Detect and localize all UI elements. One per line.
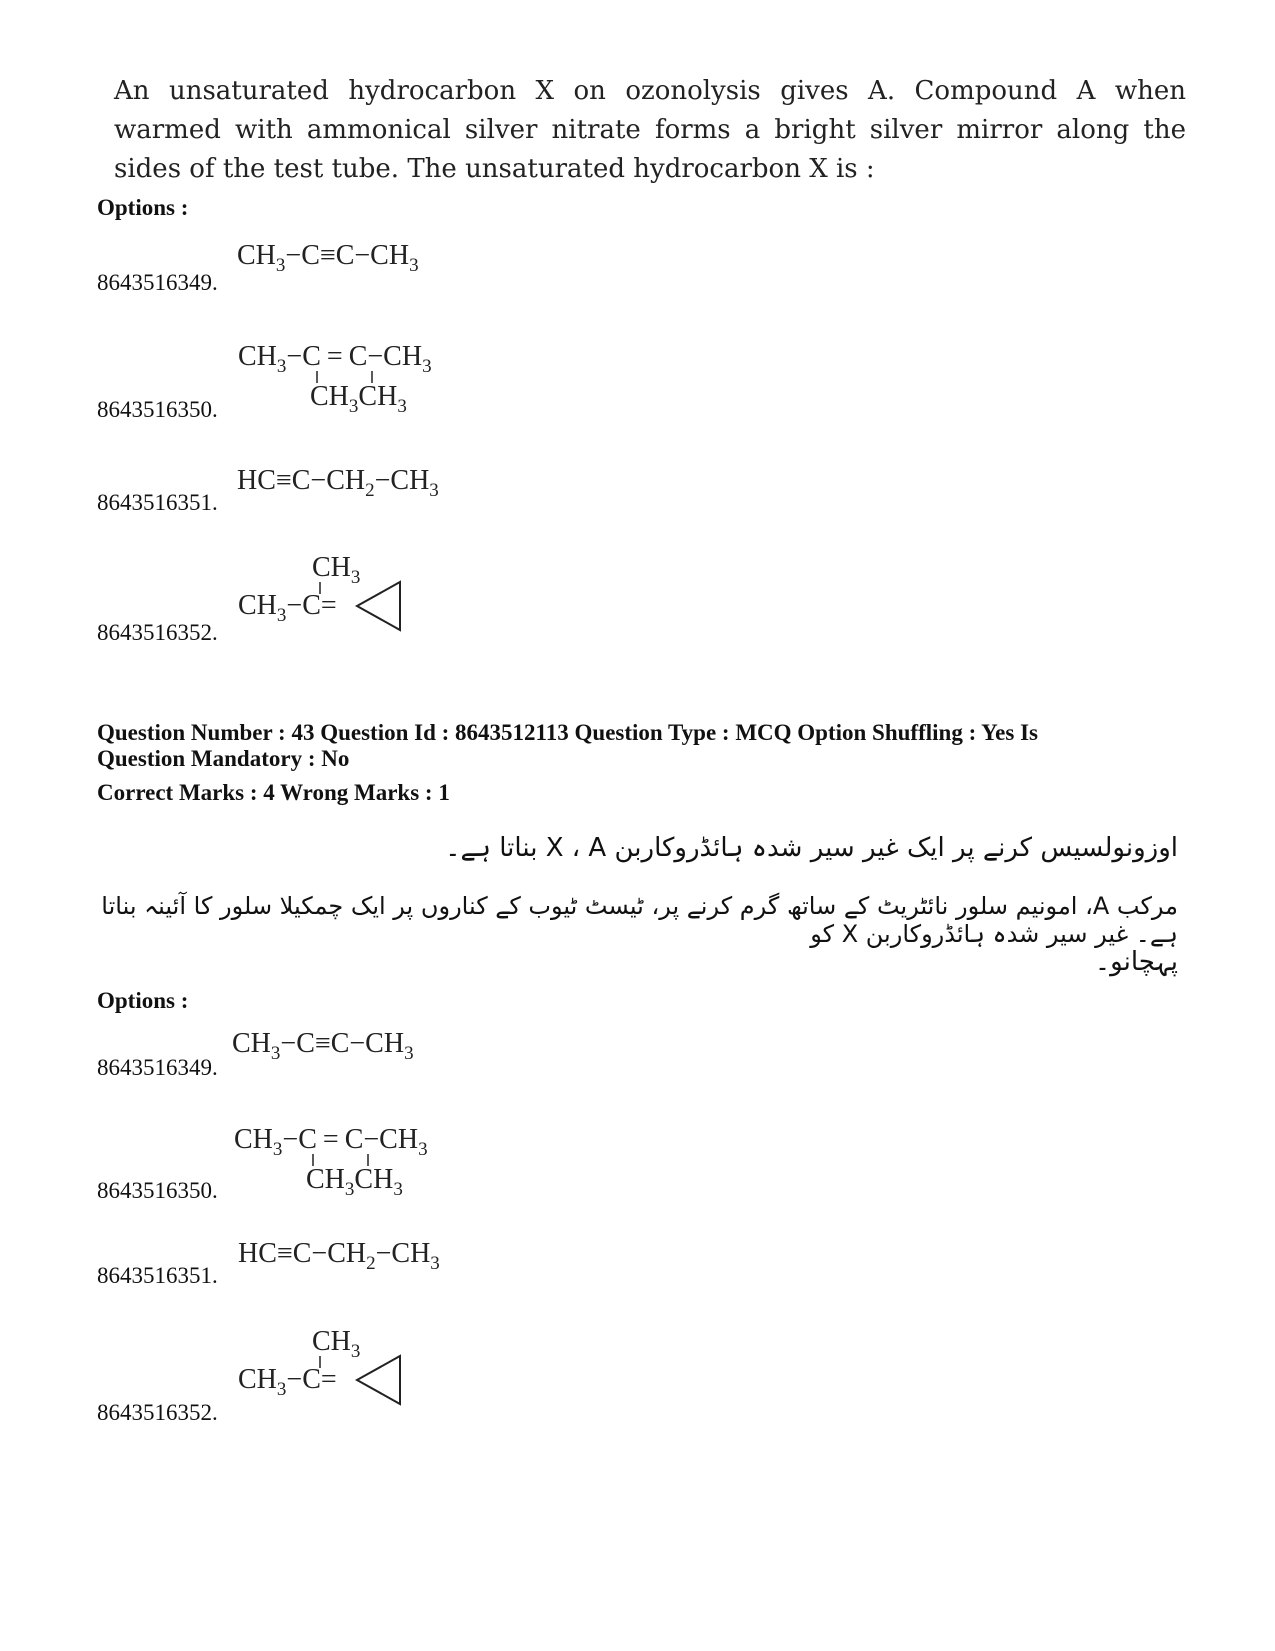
question-meta-marks: Correct Marks : 4 Wrong Marks : 1: [97, 780, 450, 805]
svg-text:CH3CH3: $CH_3CH_3$: [310, 381, 407, 415]
question-text-urdu-line3: پہچانو۔: [1094, 947, 1178, 977]
option-id: 8643516351.: [97, 1263, 218, 1288]
svg-text:CH3CH3: $CH_3CH_3$: [306, 1164, 403, 1198]
option-id: 8643516352.: [97, 620, 218, 645]
svg-text:CH3−C=: $CH_3-C=$: [238, 1364, 337, 1400]
question-text-english: An unsaturated hydrocarbon X on ozonolysis gives A. Compound A when warmed with ammonical silver nitrate forms a bright silver mirror along the sides of the test tube. The unsaturated hydrocarbon X is :: [114, 76, 1186, 184]
option-id: 8643516350.: [97, 397, 218, 422]
svg-text:CH3−C=C−CH3: $CH_3-C = C-CH_3$: [234, 1124, 428, 1160]
svg-text:CH3: $CH_3$: [312, 552, 361, 588]
option-formula-but-2-yne: $CH_3-C\equiv C-CH_3$: [232, 1028, 414, 1064]
svg-text:CH3−C=: $CH_3-C=$: [238, 590, 337, 626]
options-heading: Options :: [97, 195, 189, 220]
option-formula-dimethylbutene: [230, 335, 490, 415]
svg-text:CH3−C=C−CH3: $CH_3-C = C-CH_3$: [238, 341, 432, 377]
option-formula-but-2-yne: $CH_3-C\equiv C-CH_3$: [237, 240, 419, 276]
options-heading: Options :: [97, 988, 189, 1013]
option-id: 8643516349.: [97, 270, 218, 295]
question-meta-line1: Question Number : 43 Question Id : 8643512113 Question Type : MCQ Option Shuffling : Yes Is: [97, 720, 1038, 745]
option-formula-dimethylbutene: [226, 1118, 486, 1198]
option-formula-ethylidene-cyclopropane: [230, 1322, 420, 1412]
option-id: 8643516351.: [97, 490, 218, 515]
option-formula-ethylidene-cyclopropane: [230, 548, 420, 638]
option-formula-but-1-yne: $HC\equiv C-CH_2-CH_3$: [238, 1238, 440, 1274]
question-text-urdu-line1: اوزونولسیس کرنے پر ایک غیر سیر شدہ ہائڈروکاربن X ، A بناتا ہے۔: [445, 833, 1178, 863]
question-meta-line2: Question Mandatory : No: [97, 746, 350, 771]
option-id: 8643516352.: [97, 1400, 218, 1425]
svg-text:CH3: $CH_3$: [312, 1326, 361, 1362]
option-formula-but-1-yne: $HC\equiv C-CH_2-CH_3$: [237, 465, 439, 501]
question-text-urdu-line2: مرکب A، امونیم سلور نائٹریٹ کے ساتھ گرم کرنے پر، ٹیسٹ ٹیوب کے کناروں پر ایک چمکیلا سلور کا آئینہ بناتا ہے۔ غیر سیر شدہ ہائڈروکاربن X کو: [101, 892, 1178, 948]
option-id: 8643516349.: [97, 1055, 218, 1080]
option-id: 8643516350.: [97, 1178, 218, 1203]
